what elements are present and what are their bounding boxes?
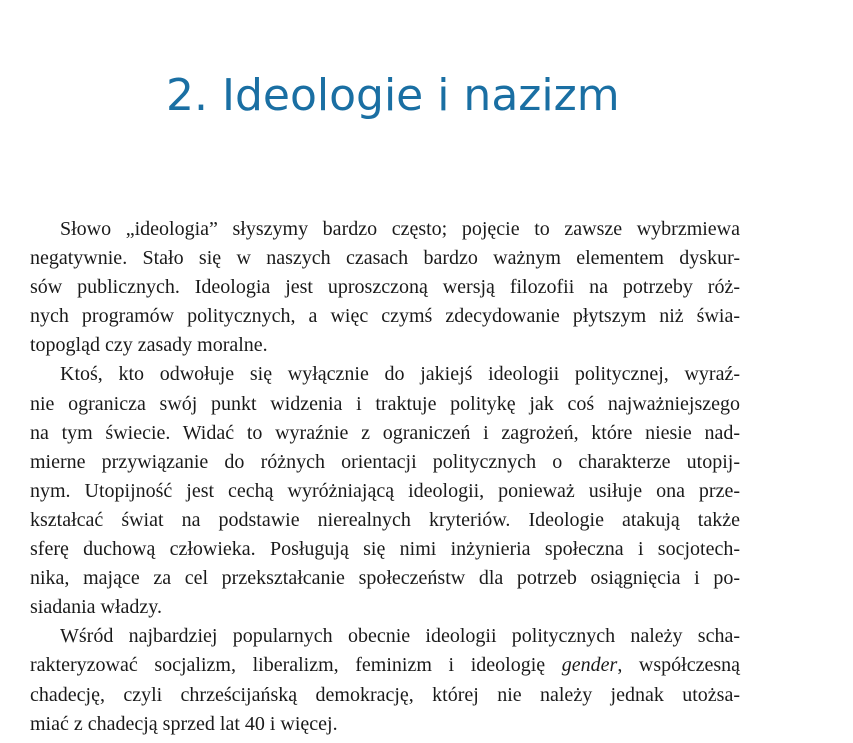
paragraph-1 — [30, 215, 740, 360]
text-line: mierne przywiązanie do różnych orientacji politycznych o charakterze utopij- — [30, 450, 740, 473]
text-line: chadecję, czyli chrześcijańską demokrację, której nie należy jednak utożsa- — [30, 683, 740, 706]
text-line: Słowo „ideologia” słyszymy bardzo często; pojęcie to zawsze wybrzmiewa — [60, 218, 740, 240]
text-segment: rakteryzować socjalizm, liberalizm, feminizm i ideologię — [30, 654, 562, 677]
text-line: sferę duchową człowieka. Posługują się nimi inżynieria społeczna i socjotech- — [30, 538, 740, 561]
text-line: sów publicznych. Ideologia jest uproszczoną wersją filozofii na potrzeby róż- — [30, 276, 740, 299]
text-line: nym. Utopijność jest cechą wyróżniającą ideologii, ponieważ usiłuje ona prze- — [30, 479, 740, 502]
text-line: nie ogranicza swój punkt widzenia i traktuje politykę jak coś najważniejszego — [30, 392, 740, 415]
text-line: topogląd czy zasady moralne. — [30, 334, 268, 357]
text-line: miać z chadecją sprzed lat 40 i więcej. — [30, 712, 338, 735]
text-line: siadania władzy. — [30, 596, 162, 619]
text-line: Ktoś, kto odwołuje się wyłącznie do jakiejś ideologii politycznej, wyraź- — [60, 363, 740, 386]
text-line: nych programów politycznych, a więc czymś zdecydowanie płytszym niż świa- — [30, 305, 740, 328]
text-line: kształcać świat na podstawie nierealnych kryteriów. Ideologie atakują także — [30, 508, 740, 531]
body-text — [30, 215, 740, 739]
text-line: na tym świecie. Widać to wyraźnie z ograniczeń i zagrożeń, które niesie nad- — [30, 421, 740, 444]
chapter-title: 2. Ideologie i nazizm — [166, 70, 620, 121]
text-line — [30, 651, 740, 680]
paragraph-3 — [30, 622, 740, 738]
paragraph-2 — [30, 360, 740, 622]
text-line: nika, mające za cel przekształcanie społeczeństw dla potrzeb osiągnięcia i po- — [30, 567, 740, 590]
text-line: negatywnie. Stało się w naszych czasach bardzo ważnym elementem dyskur- — [30, 247, 740, 270]
italic-term: gender — [561, 654, 618, 677]
text-segment: , współczesną — [617, 654, 741, 677]
text-line: Wśród najbardziej popularnych obecnie ideologii politycznych należy scha- — [60, 625, 740, 648]
